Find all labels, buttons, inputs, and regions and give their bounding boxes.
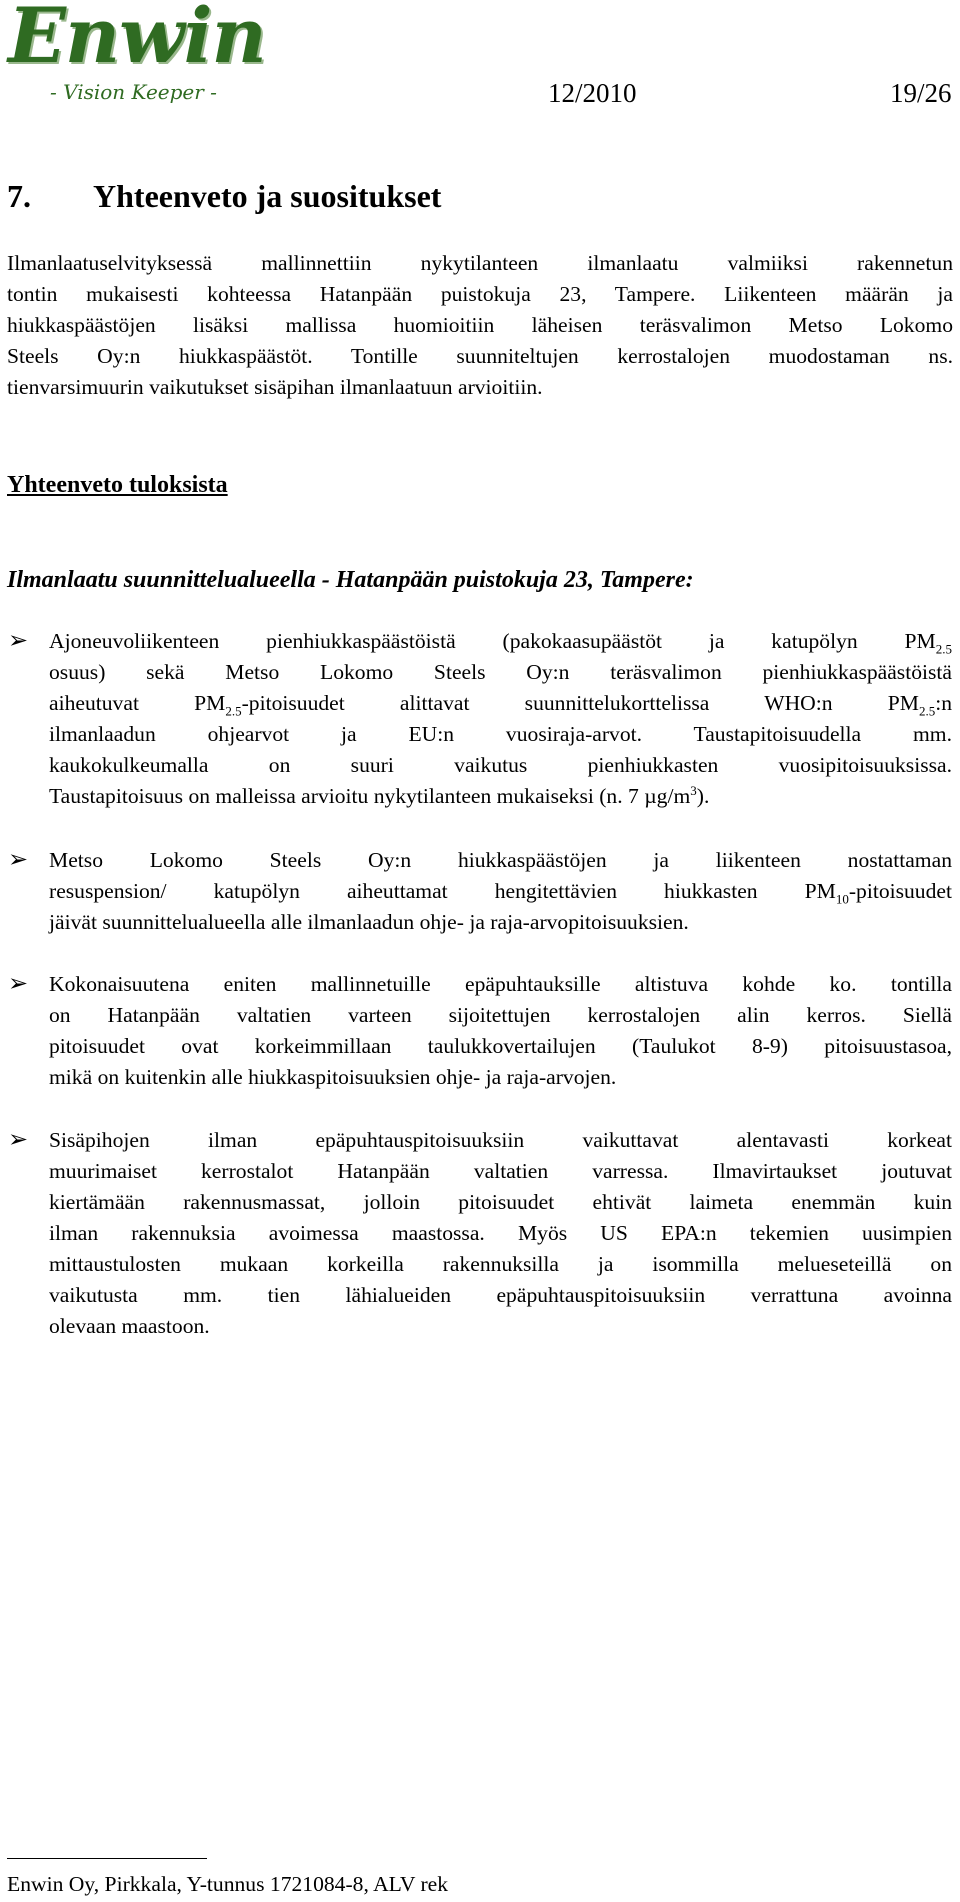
bullet-line [49, 781, 952, 812]
bullet-line [49, 626, 952, 657]
text-run: -pitoisuudet [848, 879, 952, 903]
text-run: -pitoisuudet alittavat suunnittelukorttelissa WHO:n PM [241, 691, 919, 715]
subscript: 2.5 [918, 703, 936, 719]
arrow-bullet-icon: ➢ [8, 1127, 29, 1153]
bullet-line: jäivät suunnittelualueella alle ilmanlaadun ohje- ja raja-arvopitoisuuksien. [49, 910, 689, 934]
section-number: 7. [7, 178, 31, 214]
bullet-line: mikä on kuitenkin alle hiukkaspitoisuuksien ohje- ja raja-arvojen. [49, 1065, 617, 1089]
bullet-line: Sisäpihojen ilman epäpuhtauspitoisuuksiin vaikuttavat alentavasti korkeat [49, 1128, 952, 1152]
paragraph-line: hiukkaspäästöjen lisäksi mallissa huomioitiin läheisen teräsvalimon Metso Lokomo [7, 313, 953, 337]
bullet-line: ilman rakennuksia avoimessa maastossa. Myös US EPA:n tekemien uusimpien [49, 1221, 952, 1245]
bullet-line: Kokonaisuutena eniten mallinnetuille epäpuhtauksille altistuva kohde ko. tontilla [49, 972, 952, 996]
section-heading [7, 178, 441, 215]
bullet-item-3 [49, 969, 952, 1093]
bullet-item-4 [49, 1125, 952, 1342]
arrow-bullet-icon: ➢ [8, 971, 29, 997]
bullet-line: Metso Lokomo Steels Oy:n hiukkaspäästöjen ja liikenteen nostattaman [49, 848, 952, 872]
subscript: 2.5 [225, 703, 242, 719]
bullet-line: olevaan maastoon. [49, 1314, 210, 1338]
bullet-line: mittaustulosten mukaan korkeilla rakennuksilla ja isommilla melueseteillä on [49, 1252, 952, 1276]
superscript: 3 [690, 782, 697, 798]
text-run: resuspension/ katupölyn aiheuttamat hengitettävien hiukkasten PM [49, 879, 836, 903]
bullet-line: on Hatanpään valtatien varteen sijoitettujen kerrostalojen alin kerros. Siellä [49, 1003, 952, 1027]
subscript: 2.5 [935, 641, 952, 657]
bullet-item-1 [49, 626, 952, 812]
logo-tagline: - Vision Keeper - [50, 80, 217, 104]
bullet-line: ilmanlaadun ohjearvot ja EU:n vuosiraja-arvot. Taustapitoisuudella mm. [49, 722, 952, 746]
text-run: ). [696, 784, 710, 808]
bullet-line [49, 876, 952, 907]
footer-divider [7, 1858, 207, 1859]
paragraph-line: tontin mukaisesti kohteessa Hatanpään puistokuja 23, Tampere. Liikenteen määrän ja [7, 282, 953, 306]
header-page-number: 19/26 [890, 78, 952, 108]
bullet-line: vaikutusta mm. tien lähialueiden epäpuhtauspitoisuuksiin verrattuna avoinna [49, 1283, 952, 1307]
arrow-bullet-icon: ➢ [8, 628, 29, 654]
bullet-item-2 [49, 845, 952, 938]
text-run: aiheutuvat PM [49, 691, 226, 715]
intro-paragraph [7, 248, 953, 403]
paragraph-line: tienvarsimuurin vaikutukset sisäpihan ilmanlaatuun arvioitiin. [7, 375, 543, 399]
bullet-line: muurimaiset kerrostalot Hatanpään valtatien varressa. Ilmavirtaukset joutuvat [49, 1159, 952, 1183]
bullet-line: pitoisuudet ovat korkeimmillaan taulukkovertailujen (Taulukot 8-9) pitoisuustasoa, [49, 1034, 952, 1058]
bullet-line [49, 688, 952, 719]
bullet-line: kiertämään rakennusmassat, jolloin pitoisuudet ehtivät laimeta enemmän kuin [49, 1190, 952, 1214]
logo-wordmark: Enwin [8, 0, 266, 80]
text-run: Taustapitoisuus on malleissa arvioitu nykytilanteen mukaiseksi (n. 7 µg/m [49, 784, 691, 808]
bullet-line: osuus) sekä Metso Lokomo Steels Oy:n teräsvalimon pienhiukkaspäästöistä [49, 660, 952, 684]
results-subheading: Yhteenveto tuloksista [7, 472, 228, 498]
paragraph-line: Steels Oy:n hiukkaspäästöt. Tontille suunniteltujen kerrostalojen muodostaman ns. [7, 344, 953, 368]
arrow-bullet-icon: ➢ [8, 847, 29, 873]
bullet-line: kaukokulkeumalla on suuri vaikutus pienhiukkasten vuosipitoisuuksissa. [49, 753, 952, 777]
section-title: Yhteenveto ja suositukset [93, 178, 442, 214]
subscript: 10 [835, 891, 849, 907]
header-date: 12/2010 [548, 78, 637, 108]
text-run: :n [935, 691, 952, 715]
text-run: Ajoneuvoliikenteen pienhiukkaspäästöistä (pakokaasupäästöt ja katupölyn PM [49, 629, 936, 653]
paragraph-line: Ilmanlaatuselvityksessä mallinnettiin nykytilanteen ilmanlaatu valmiiksi rakennetun [7, 251, 953, 275]
page-footer: Enwin Oy, Pirkkala, Y-tunnus 1721084-8, ALV rek [7, 1872, 449, 1896]
company-logo [8, 0, 278, 110]
area-heading: Ilmanlaatu suunnittelualueella - Hatanpään puistokuja 23, Tampere: [7, 567, 694, 593]
